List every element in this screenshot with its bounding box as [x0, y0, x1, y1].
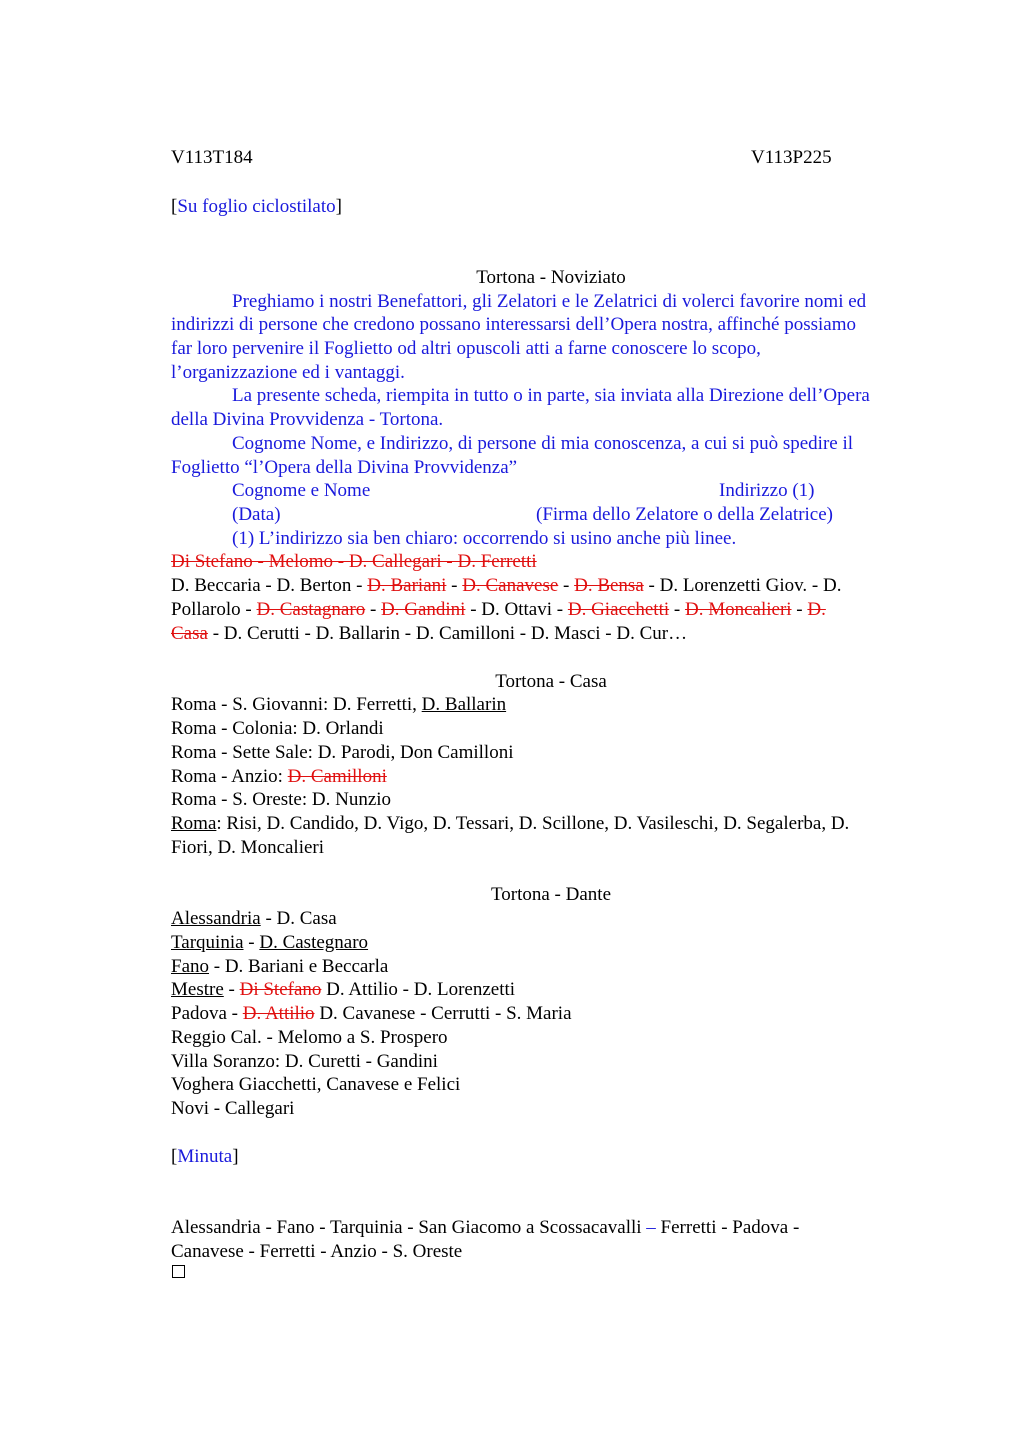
struck-name: D. Castagnaro: [256, 599, 366, 620]
bracket-open: [: [171, 1146, 178, 1167]
paragraph-line: Cognome Nome, e Indirizzo, di persone di mia conoscenza, a cui si può spedire il: [232, 433, 854, 454]
editorial-note-top: [171, 195, 342, 219]
struck-name: D. Attilio: [242, 1003, 315, 1024]
struck-name: Di Stefano: [239, 979, 322, 1000]
list-item: Villa Soranzo: D. Curetti - Gandini: [171, 1051, 438, 1072]
separator: -: [243, 932, 260, 953]
list-item: Novi - Callegari: [171, 1098, 295, 1119]
minuta-line: [171, 1216, 799, 1240]
list-item: [171, 978, 515, 1002]
struck-name: D. Bensa: [574, 575, 644, 596]
separator: -: [791, 599, 808, 620]
item-text: Roma - Anzio:: [171, 766, 288, 787]
list-item: Roma - S. Oreste: D. Nunzio: [171, 789, 392, 810]
bracket-open: [: [171, 196, 178, 217]
section-title-noviziato: Tortona - Noviziato: [476, 267, 626, 288]
form-column-signature: (Firma dello Zelatore o della Zelatrice): [536, 504, 833, 525]
list-item: Roma - Colonia: D. Orlandi: [171, 718, 384, 739]
struck-names-line: Di Stefano - Melomo - D. Callegari - D. Ferretti: [171, 551, 537, 572]
separator: -: [365, 599, 382, 620]
underlined-name: D. Ballarin: [421, 694, 507, 715]
list-item: [171, 1002, 572, 1026]
item-text: Roma - S. Giovanni: D. Ferretti,: [171, 694, 422, 715]
list-item: [171, 931, 368, 955]
section-title-dante: Tortona - Dante: [490, 884, 611, 905]
form-column-name: Cognome e Nome: [232, 480, 371, 501]
name-text: - D. Lorenzetti Giov. - D.: [643, 575, 842, 596]
struck-name: D.: [807, 599, 826, 620]
item-text: : Risi, D. Candido, D. Vigo, D. Tessari, D. Scillone, D. Vasileschi, D. Segalerba, D.: [216, 813, 850, 834]
form-column-address: Indirizzo (1): [719, 480, 815, 501]
paragraph-line: l’organizzazione ed i vantaggi.: [171, 362, 405, 383]
form-column-date: (Data): [232, 504, 281, 525]
item-text: D. Cavanese - Cerrutti - S. Maria: [314, 1003, 572, 1024]
paragraph-line: Foglietto “l’Opera della Divina Provvidenza”: [171, 457, 518, 478]
struck-name: Casa: [171, 623, 208, 644]
separator: -: [223, 979, 240, 1000]
paragraph-line: far loro pervenire il Foglietto od altri opuscoli atti a farne conoscere lo scopo,: [171, 338, 761, 359]
name-text: Pollarolo -: [171, 599, 257, 620]
list-item: [171, 693, 506, 717]
separator: -: [669, 599, 685, 620]
list-item: Reggio Cal. - Melomo a S. Prospero: [171, 1027, 448, 1048]
underlined-name: D. Castegnaro: [259, 932, 369, 953]
list-item: Fiori, D. Moncalieri: [171, 837, 325, 858]
underlined-place: Tarquinia: [171, 932, 244, 953]
struck-name: D. Canavese: [462, 575, 559, 596]
name-text: - D. Ottavi -: [465, 599, 568, 620]
editorial-note-text: Minuta: [177, 1146, 233, 1167]
minuta-line: Canavese - Ferretti - Anzio - S. Oreste: [171, 1241, 463, 1262]
underlined-place: Alessandria: [171, 908, 261, 929]
name-text: D. Beccaria - D. Berton -: [171, 575, 368, 596]
item-text: Padova -: [171, 1003, 243, 1024]
item-text: D. Attilio - D. Lorenzetti: [321, 979, 516, 1000]
list-item: [171, 812, 849, 836]
names-line: [171, 598, 826, 622]
list-item: [171, 765, 387, 789]
underlined-place: Mestre: [171, 979, 224, 1000]
paragraph-line: della Divina Provvidenza - Tortona.: [171, 409, 444, 430]
paragraph-line: indirizzi di persone che credono possano interessarsi dell’Opera nostra, affinché possiamo: [171, 314, 857, 335]
struck-name: D. Giacchetti: [567, 599, 670, 620]
struck-name: D. Gandini: [381, 599, 466, 620]
list-item: Roma - Sette Sale: D. Parodi, Don Camilloni: [171, 742, 514, 763]
item-text: Alessandria - Fano - Tarquinia - San Giacomo a Scossacavalli: [171, 1217, 647, 1238]
underlined-place: Roma: [171, 813, 217, 834]
form-footnote: (1) L’indirizzo sia ben chiaro: occorrendo si usino anche più linee.: [232, 528, 737, 549]
bracket-close: ]: [335, 196, 342, 217]
editorial-note-minuta: [171, 1145, 239, 1169]
item-text: - D. Casa: [260, 908, 337, 929]
header-left-code: V113T184: [171, 147, 253, 168]
paragraph-line: La presente scheda, riempita in tutto o in parte, sia inviata alla Direzione dell’Opera: [232, 385, 870, 406]
struck-name: D. Moncalieri: [684, 599, 792, 620]
item-text: Ferretti - Padova -: [655, 1217, 800, 1238]
list-item: Voghera Giacchetti, Canavese e Felici: [171, 1074, 461, 1095]
blue-dash: –: [646, 1217, 656, 1238]
name-text: - D. Cerutti - D. Ballarin - D. Camilloni - D. Masci - D. Cur…: [207, 623, 688, 644]
underlined-place: Fano: [171, 956, 209, 977]
editorial-note-text: Su foglio ciclostilato: [177, 196, 336, 217]
list-item: [171, 955, 388, 979]
section-title-casa: Tortona - Casa: [495, 671, 607, 692]
names-line: [171, 574, 841, 598]
header-right-code: V113P225: [751, 147, 832, 168]
bracket-close: ]: [232, 1146, 239, 1167]
paragraph-line: Preghiamo i nostri Benefattori, gli Zelatori e le Zelatrici di volerci favorire nomi ed: [232, 291, 867, 312]
separator: -: [558, 575, 575, 596]
names-line: [171, 622, 687, 646]
list-item: [171, 907, 337, 931]
struck-name: D. Camilloni: [287, 766, 387, 787]
struck-name: D. Bariani: [367, 575, 447, 596]
empty-checkbox-icon: [172, 1265, 185, 1278]
separator: -: [446, 575, 463, 596]
item-text: - D. Bariani e Beccarla: [209, 956, 389, 977]
